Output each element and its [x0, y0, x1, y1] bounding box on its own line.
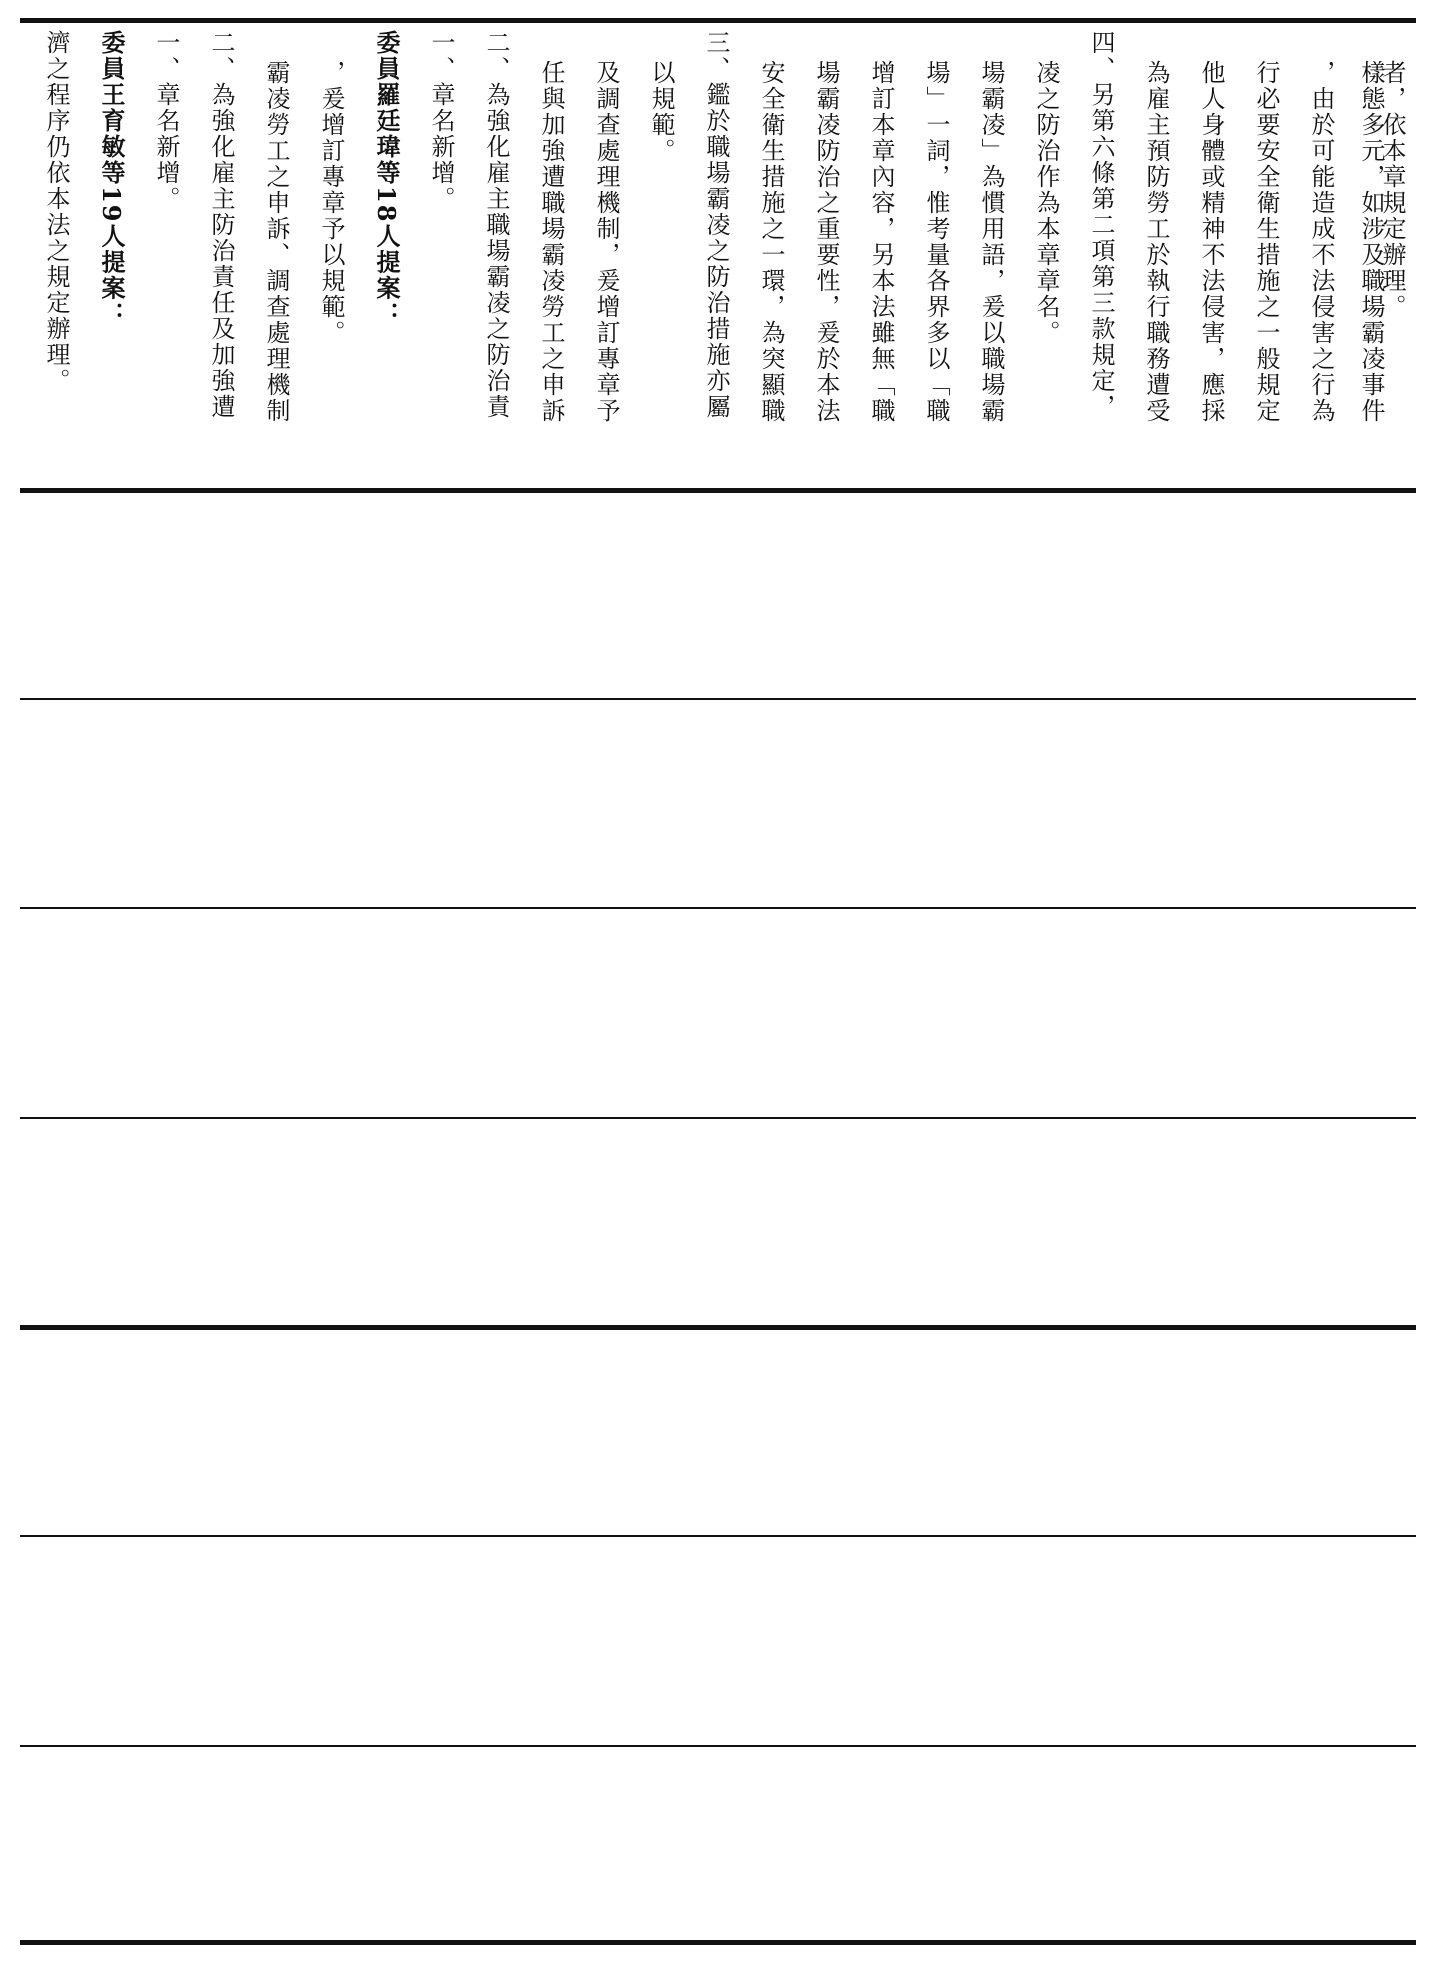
text-column: 行必要安全衛生措施之一般規定 [1252, 60, 1280, 424]
text-column: 以規範。 [647, 60, 675, 164]
row-divider [20, 488, 1416, 493]
list-item: 三、鑑於職場霸凌之防治措施亦屬 [702, 30, 730, 420]
text-column: ，由於可能造成不法侵害之行為 [1307, 60, 1335, 424]
text-column: 濟之程序仍依本法之規定辦理。 [42, 30, 70, 394]
text-column: 場霸凌」為慣用語，爰以職場霸 [977, 60, 1005, 424]
list-item: 一、章名新增。 [152, 30, 180, 212]
text-column: 場霸凌防治之重要性，爰於本法 [812, 60, 840, 424]
row-divider [20, 1745, 1416, 1747]
row-divider [20, 1535, 1416, 1537]
proposer-heading: 委員羅廷瑋等18人提案： [372, 30, 401, 328]
text-column: ，爰增訂專章予以規範。 [317, 60, 345, 346]
row-divider [20, 1325, 1416, 1330]
text-column: 增訂本章內容，另本法雖無「職 [867, 60, 895, 424]
proposer-heading: 委員王育敏等19人提案： [97, 30, 126, 328]
text-column: 他人身體或精神不法侵害，應採 [1197, 60, 1225, 424]
list-item: 一、章名新增。 [427, 30, 455, 212]
text-column: 為雇主預防勞工於執行職務遭受 [1142, 60, 1170, 424]
list-item: 四、另第六條第二項第三款規定， [1087, 30, 1115, 420]
table-bottom-border [20, 1940, 1416, 1945]
text-column: 霸凌勞工之申訴、調查處理機制 [262, 60, 290, 424]
text-column: 及調查處理機制，爰增訂專章予 [592, 60, 620, 424]
row-divider [20, 907, 1416, 909]
list-item: 二、為強化雇主職場霸凌之防治責 [482, 30, 510, 420]
text-column: 者，依本章規定辦理。 [1378, 60, 1406, 320]
text-column: 安全衛生措施之一環，為突顯職 [757, 60, 785, 424]
row-divider [20, 1117, 1416, 1119]
row-divider [20, 698, 1416, 700]
text-column: 樣態多元，如涉及職場霸凌事件 [1357, 60, 1385, 424]
list-item: 二、為強化雇主防治責任及加強遭 [207, 30, 235, 420]
table-top-border [20, 18, 1416, 23]
text-column: 任與加強遭職場霸凌勞工之申訴 [537, 60, 565, 424]
text-column: 場」一詞，惟考量各界多以「職 [922, 60, 950, 424]
explanation-row [20, 30, 1416, 482]
text-column: 凌之防治作為本章章名。 [1032, 60, 1060, 346]
